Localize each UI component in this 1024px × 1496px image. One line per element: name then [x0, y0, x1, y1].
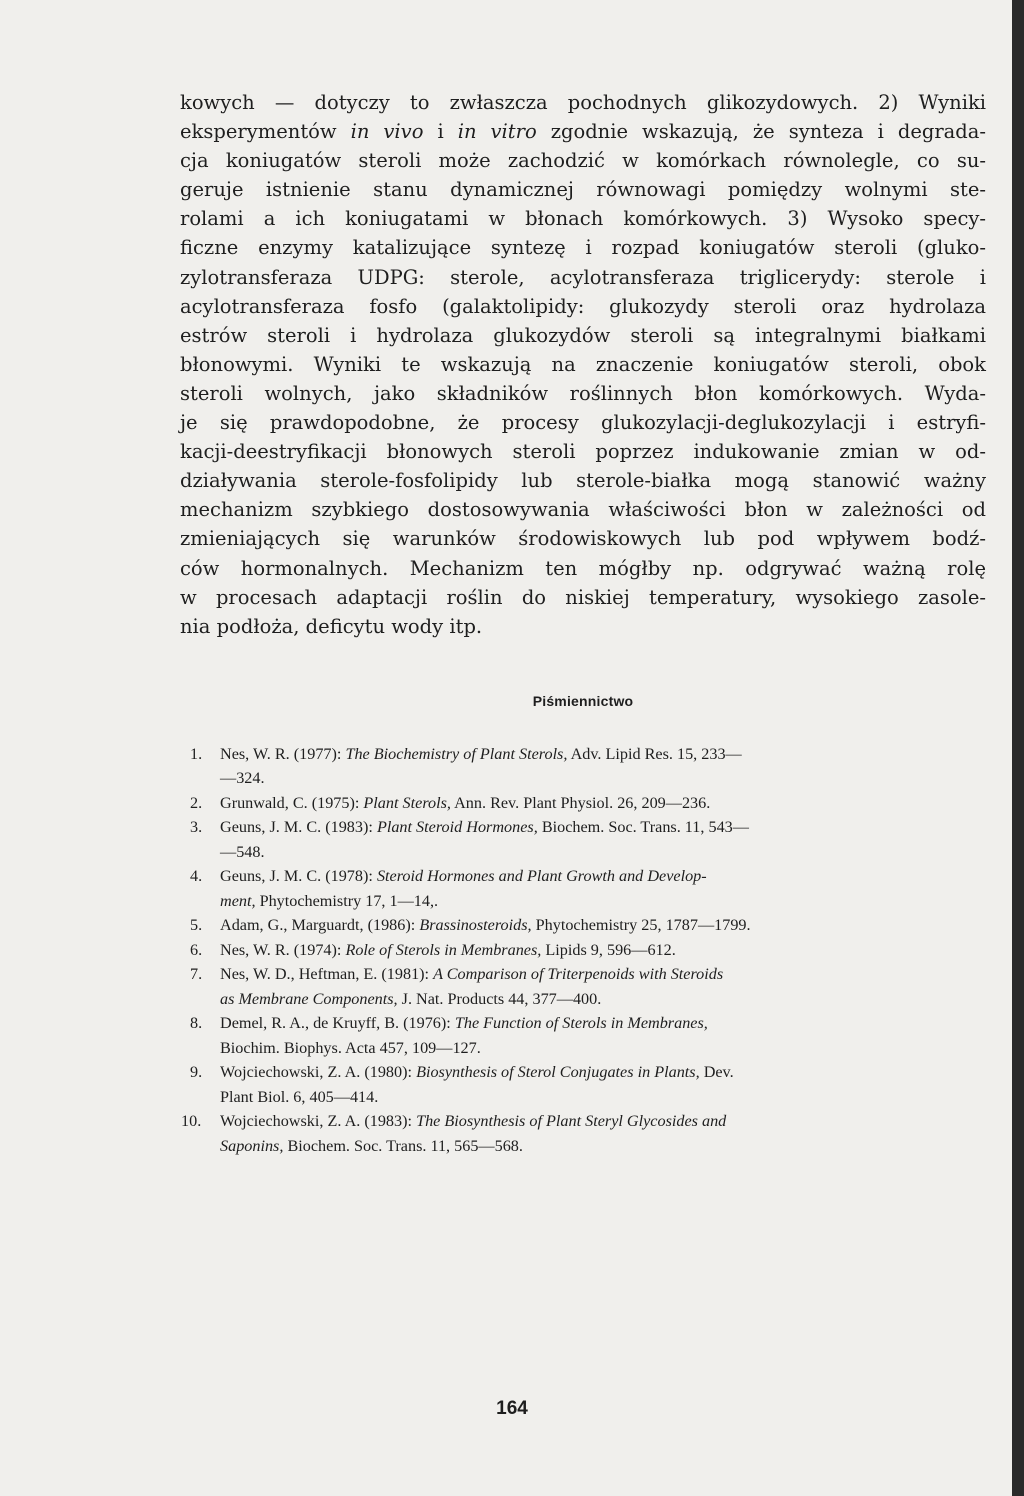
reference-list — [180, 742, 986, 1159]
reference-item — [180, 864, 986, 913]
reference-continued: J. Nat. Products 44, 377—400. — [397, 989, 602, 1008]
body-line: w procesach adaptacji roślin do niskiej temperatury, wysokiego zasole- — [180, 585, 986, 609]
reference-continued: Plant Biol. 6, 405—414. — [220, 1087, 379, 1106]
reference-number: 10. — [181, 1112, 202, 1131]
reference-continued: Phytochemistry 17, 1—14,. — [255, 891, 439, 910]
body-line: acylotransferaza fosfo (galaktolipidy: glukozydy steroli oraz hydrolaza — [180, 294, 986, 318]
reference-item — [180, 1060, 986, 1109]
reference-title-continued: Saponins, — [220, 1136, 284, 1155]
reference-title: A Comparison of Triterpenoids with Steroids — [433, 965, 724, 984]
reference-number: 4. — [190, 867, 203, 886]
body-line: błonowymi. Wyniki te wskazują na znaczenie koniugatów steroli, obok — [180, 352, 986, 376]
reference-continued: Biochem. Soc. Trans. 11, 565—568. — [283, 1136, 523, 1155]
body-line: steroli wolnych, jako składników roślinnych błon komórkowych. Wyda- — [180, 381, 986, 405]
reference-title: Brassinosteroids, — [419, 916, 532, 935]
reference-number: 8. — [190, 1014, 203, 1033]
reference-item — [180, 913, 986, 938]
reference-author: Nes, W. R. (1977): — [220, 744, 346, 763]
reference-title: Steroid Hormones and Plant Growth and Develop- — [376, 867, 707, 886]
body-line: rolami a ich koniugatami w błonach komórkowych. 3) Wysoko specy- — [180, 207, 986, 231]
reference-source: Lipids 9, 596—612. — [541, 940, 676, 959]
body-line: kacji-deestryfikacji błonowych steroli poprzez indukowanie zmian w od- — [180, 440, 986, 464]
reference-title-continued: as Membrane Components, — [220, 989, 398, 1008]
reference-title: Role of Sterols in Membranes, — [345, 940, 542, 959]
reference-item — [180, 815, 986, 864]
reference-title: The Function of Sterols in Membranes, — [454, 1014, 708, 1033]
reference-title: Biosynthesis of Sterol Conjugates in Plants, — [416, 1063, 700, 1082]
reference-item — [180, 742, 986, 791]
section-title: Piśmiennictwo — [532, 692, 634, 709]
reference-number: 3. — [190, 818, 203, 837]
reference-author: Wojciechowski, Z. A. (1983): — [220, 1112, 417, 1131]
body-line: zylotransferaza UDPG: sterole, acylotransferaza triglicerydy: sterole i — [180, 265, 986, 289]
body-line: nia podłoża, deficytu wody itp. — [180, 614, 483, 638]
reference-number: 2. — [190, 793, 203, 812]
reference-number: 7. — [190, 965, 203, 984]
reference-title: Plant Steroid Hormones, — [376, 818, 538, 837]
reference-author: Grunwald, C. (1975): — [220, 793, 364, 812]
reference-title-continued: ment, — [220, 891, 256, 910]
reference-item — [180, 1109, 986, 1158]
body-line: estrów steroli i hydrolaza glukozydów steroli są integralnymi białkami — [180, 323, 986, 347]
body-line: ców hormonalnych. Mechanizm ten mógłby np. odgrywać ważną rolę — [180, 556, 986, 580]
body-line: cja koniugatów steroli może zachodzić w komórkach równolegle, co su- — [180, 149, 986, 173]
reference-author: Nes, W. R. (1974): — [220, 940, 346, 959]
page-number: 164 — [496, 1398, 528, 1419]
body-line: geruje istnienie stanu dynamicznej równowagi pomiędzy wolnymi ste- — [180, 178, 986, 202]
reference-title: Plant Sterols, — [363, 793, 451, 812]
body-line: kowych — dotyczy to zwłaszcza pochodnych glikozydowych. 2) Wyniki — [180, 91, 986, 114]
reference-author: Wojciechowski, Z. A. (1980): — [220, 1063, 417, 1082]
reference-author: Nes, W. D., Heftman, E. (1981): — [220, 965, 434, 984]
page-content — [180, 88, 986, 1158]
body-line: eksperymentów in vivo i in vitro zgodnie wskazują, że synteza i degrada- — [180, 120, 986, 144]
reference-continued: —548. — [220, 842, 265, 861]
body-line: ficzne enzymy katalizujące syntezę i rozpad koniugatów steroli (gluko- — [180, 236, 986, 260]
reference-author: Geuns, J. M. C. (1978): — [220, 867, 377, 886]
body-line: zmieniających się warunków środowiskowych lub pod wpływem bodź- — [180, 527, 986, 551]
reference-number: 5. — [190, 916, 203, 935]
reference-continued: —324. — [220, 769, 265, 788]
reference-author: Geuns, J. M. C. (1983): — [220, 818, 377, 837]
reference-source: Phytochemistry 25, 1787—1799. — [531, 916, 751, 935]
reference-author: Adam, G., Marguardt, (1986): — [220, 916, 420, 935]
reference-item — [180, 1011, 986, 1060]
body-paragraph — [180, 88, 986, 641]
reference-item — [180, 791, 986, 816]
reference-title: The Biochemistry of Plant Sterols, — [345, 744, 568, 763]
reference-item — [180, 962, 986, 1011]
page-edge-shadow — [1012, 0, 1024, 1496]
reference-source: Biochem. Soc. Trans. 11, 543— — [537, 818, 749, 837]
reference-number: 9. — [190, 1063, 203, 1082]
reference-title: The Biosynthesis of Plant Steryl Glycosides and — [416, 1112, 727, 1131]
reference-author: Demel, R. A., de Kruyff, B. (1976): — [220, 1014, 455, 1033]
reference-source: Dev. — [699, 1063, 734, 1082]
reference-source: Ann. Rev. Plant Physiol. 26, 209—236. — [450, 793, 711, 812]
body-line: działywania sterole-fosfolipidy lub sterole-białka mogą stanowić ważny — [180, 469, 986, 493]
reference-continued: Biochim. Biophys. Acta 457, 109—127. — [220, 1038, 481, 1057]
reference-item — [180, 938, 986, 963]
body-line: mechanizm szybkiego dostosowywania właściwości błon w zależności od — [180, 498, 986, 522]
body-line: je się prawdopodobne, że procesy glukozylacji-deglukozylacji i estryfi- — [180, 411, 986, 435]
reference-source: Adv. Lipid Res. 15, 233— — [567, 744, 742, 763]
reference-number: 1. — [190, 744, 203, 763]
reference-number: 6. — [190, 940, 203, 959]
